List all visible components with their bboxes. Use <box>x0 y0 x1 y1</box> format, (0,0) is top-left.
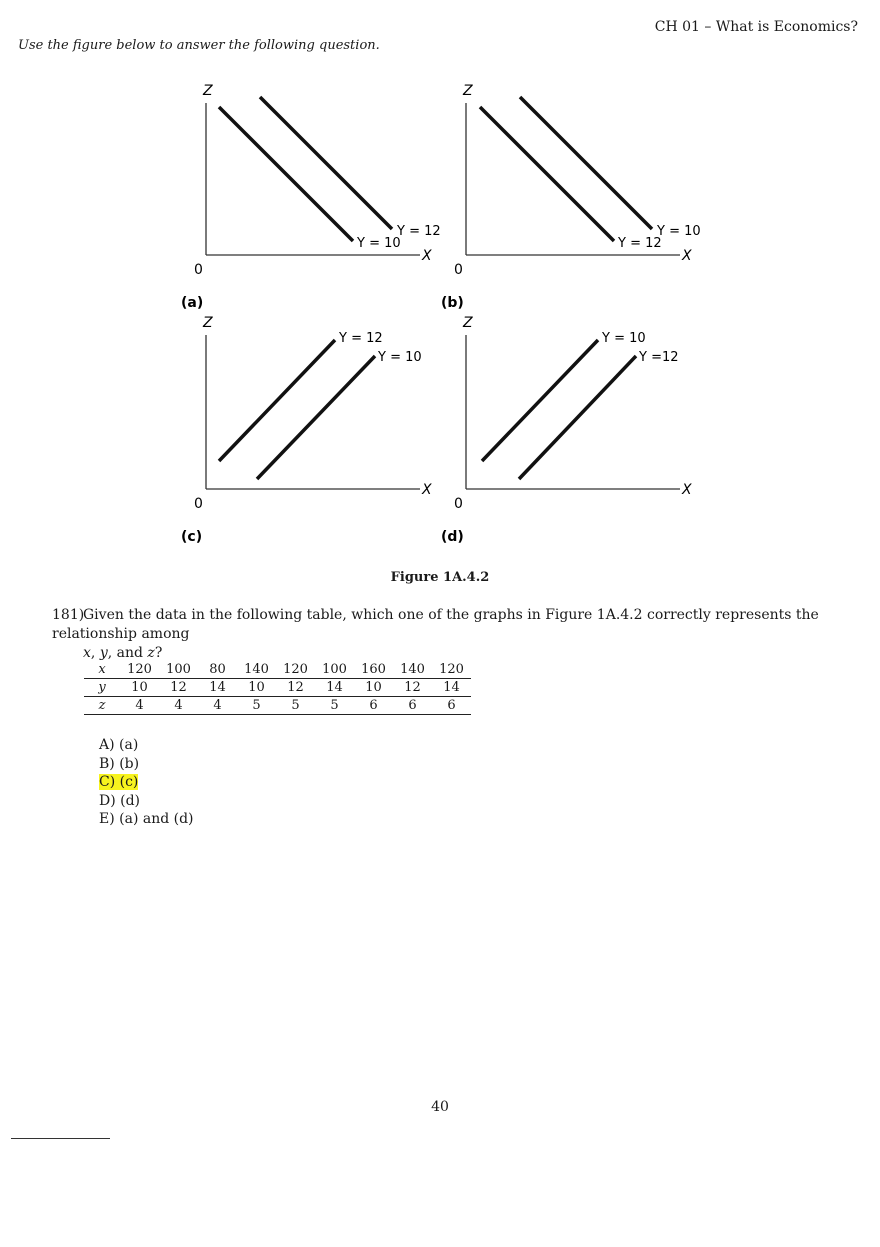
graph-a-z-axis-label: Z <box>203 83 213 99</box>
table-cell: 140 <box>237 661 276 679</box>
table-cell: 4 <box>198 697 237 715</box>
graph-c-label: (c) <box>181 529 203 545</box>
graph-d <box>441 315 692 545</box>
graph-b-z-axis-label: Z <box>463 83 473 99</box>
graph-d-line-lower <box>519 356 636 479</box>
table-cell: 14 <box>198 679 237 697</box>
graph-a <box>181 83 441 311</box>
graph-d-label-y12: Y =12 <box>639 350 679 365</box>
answer-b: B) (b) <box>99 755 140 772</box>
answer-d: D) (d) <box>99 792 141 809</box>
answer-c <box>99 773 194 792</box>
table-cell: 140 <box>393 661 432 679</box>
var-x: x <box>83 645 91 661</box>
graph-a-x-axis-label: X <box>422 248 432 264</box>
page-number: 40 <box>431 1099 449 1115</box>
graph-c <box>181 315 432 545</box>
data-table <box>84 661 471 715</box>
table-cell: 10 <box>120 679 159 697</box>
row-label: y <box>84 679 120 697</box>
table-cell: 10 <box>354 679 393 697</box>
question-text: Given the data in the following table, which one of the graphs in Figure 1A.4.2 correctly represents the relationship among <box>52 607 819 642</box>
graph-a-label: (a) <box>181 295 204 311</box>
graph-c-label-y12: Y = 12 <box>339 331 383 346</box>
var-y: y <box>99 645 108 661</box>
table-cell: 4 <box>120 697 159 715</box>
graph-d-label-y10: Y = 10 <box>602 331 646 346</box>
table-cell: 100 <box>315 661 354 679</box>
table-cell: 12 <box>393 679 432 697</box>
chapter-header: CH 01 – What is Economics? <box>654 19 858 35</box>
var-z: z <box>147 645 155 661</box>
graph-a-label-y10: Y = 10 <box>357 236 401 251</box>
table-cell: 10 <box>237 679 276 697</box>
graph-b-label-y10: Y = 10 <box>657 224 701 239</box>
table-cell: 160 <box>354 661 393 679</box>
graph-b-origin: 0 <box>454 262 463 278</box>
figure-1a-4-2 <box>0 0 880 560</box>
graph-b <box>441 83 701 311</box>
table-cell: 120 <box>432 661 471 679</box>
footnote-divider <box>11 1138 110 1139</box>
table-row-x <box>84 661 471 679</box>
graph-a-line-upper <box>260 97 392 229</box>
graph-c-origin: 0 <box>194 496 203 512</box>
graph-b-x-axis-label: X <box>682 248 692 264</box>
graph-d-x-axis-label: X <box>682 482 692 498</box>
graph-d-line-upper <box>482 340 598 461</box>
table-cell: 80 <box>198 661 237 679</box>
table-cell: 6 <box>354 697 393 715</box>
graph-b-label: (b) <box>441 295 464 311</box>
table-cell: 5 <box>276 697 315 715</box>
table-cell: 12 <box>159 679 198 697</box>
table-cell: 5 <box>315 697 354 715</box>
graph-b-line-lower <box>480 107 614 241</box>
question-181 <box>52 606 852 663</box>
table-row-y <box>84 679 471 697</box>
graph-c-x-axis-label: X <box>422 482 432 498</box>
figure-caption: Figure 1A.4.2 <box>390 570 490 585</box>
table-cell: 6 <box>393 697 432 715</box>
graph-d-origin: 0 <box>454 496 463 512</box>
graph-c-label-y10: Y = 10 <box>378 350 422 365</box>
question-line-1 <box>52 606 852 644</box>
graph-a-label-y12: Y = 12 <box>397 224 441 239</box>
table-cell: 120 <box>276 661 315 679</box>
table-cell: 6 <box>432 697 471 715</box>
table-cell: 14 <box>432 679 471 697</box>
graph-d-z-axis-label: Z <box>463 315 473 331</box>
row-label: x <box>84 661 120 679</box>
answer-e: E) (a) and (d) <box>99 811 194 827</box>
graph-b-label-y12: Y = 12 <box>618 236 662 251</box>
graph-d-label: (d) <box>441 529 464 545</box>
table-cell: 14 <box>315 679 354 697</box>
sep-1: , <box>90 645 100 661</box>
table-cell: 12 <box>276 679 315 697</box>
answer-choices <box>99 736 194 829</box>
graph-c-line-upper <box>219 340 335 461</box>
table-cell: 120 <box>120 661 159 679</box>
graph-c-line-lower <box>257 356 375 479</box>
graph-a-origin: 0 <box>194 262 203 278</box>
graph-a-line-lower <box>219 107 353 241</box>
table-row-z <box>84 697 471 715</box>
graph-b-line-upper <box>520 97 652 229</box>
graph-c-z-axis-label: Z <box>203 315 213 331</box>
row-label: z <box>84 697 120 715</box>
question-end: ? <box>154 645 163 661</box>
intro-instruction: Use the figure below to answer the following question. <box>18 38 380 53</box>
table-cell: 4 <box>159 697 198 715</box>
table-cell: 5 <box>237 697 276 715</box>
question-number: 181) <box>52 607 85 623</box>
answer-c-highlighted: C) (c) <box>99 774 139 790</box>
answer-a: A) (a) <box>99 737 139 753</box>
sep-2: , and <box>107 645 148 661</box>
table-cell: 100 <box>159 661 198 679</box>
